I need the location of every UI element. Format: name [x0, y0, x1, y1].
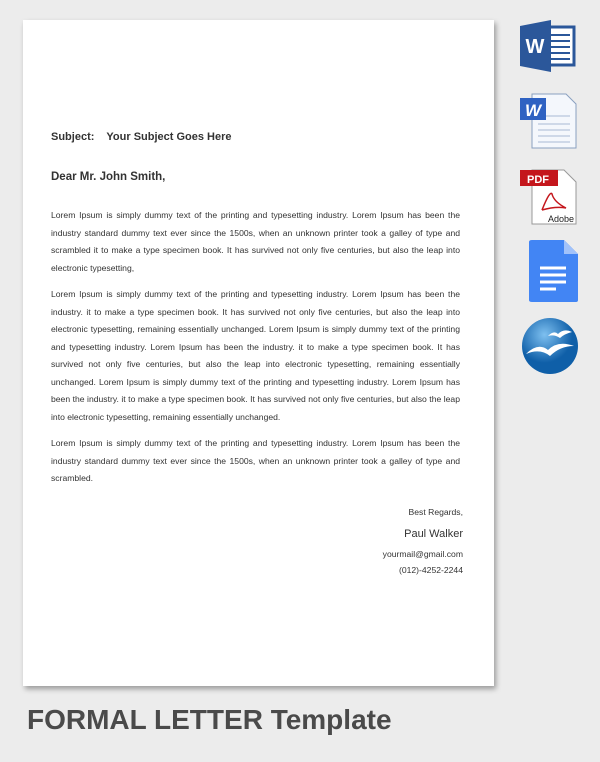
paragraph: Lorem Ipsum is simply dummy text of the printing and typesetting industry. Lorem Ipsum has been the industry standard dummy text ever since the 1500s, when an unknown printer took a galley of type and scrambled.: [51, 438, 460, 483]
ms-word-icon[interactable]: [520, 20, 578, 72]
svg-text:Adobe: Adobe: [547, 214, 575, 224]
subject-label: Subject:: [51, 131, 95, 143]
letter-body: [51, 207, 460, 497]
page-title: FORMAL LETTER Template: [27, 704, 392, 735]
word-doc-icon[interactable]: [520, 92, 578, 150]
openoffice-icon[interactable]: [520, 316, 578, 374]
letter-page: [23, 20, 494, 686]
google-docs-icon[interactable]: [520, 238, 578, 304]
subject-value: Your Subject Goes Here: [106, 131, 232, 143]
svg-text:W: W: [524, 101, 542, 120]
paragraph: Lorem Ipsum is simply dummy text of the printing and typesetting industry. Lorem Ipsum has been the industry. it to make a type specimen book. It has survived not only five centuries, but also the leap into electronic typesetting, remaining essentially unchanged. Lorem Ipsum is simply dummy text of the printing and typesetting industry. Lorem Ipsum has been the industry. it to make a type specimen book. It has survived not only five centuries, but also the leap into electronic typesetting, remaining essentially unchanged. Lorem Ipsum is simply dummy text of the printing and typesetting industry. Lorem Ipsum has been the industry. it to make a type specimen book. It has survived not only five centuries, but also the leap into electronic typesetting, remaining essentially unchanged.: [51, 289, 460, 422]
paragraph: Lorem Ipsum is simply dummy text of the printing and typesetting industry. Lorem Ipsum has been the industry standard dummy text ever since the 1500s, when an unknown printer took a galley of type and scrambled it to make a type specimen book. It has survived not only five centuries, but also the leap into electronic typesetting,: [51, 210, 460, 273]
subject-line: [51, 131, 232, 143]
svg-text:PDF: PDF: [527, 174, 549, 186]
closing: Best Regards,: [408, 507, 463, 517]
svg-text:W: W: [525, 36, 545, 58]
pdf-adobe-icon[interactable]: [520, 168, 578, 226]
greeting: Dear Mr. John Smith,: [51, 171, 166, 183]
sender-phone: (012)-4252-2244: [398, 565, 463, 575]
sender-email: yourmail@gmail.com: [382, 549, 463, 559]
sender-name: Paul Walker: [404, 528, 463, 540]
signature-block: [383, 504, 463, 578]
